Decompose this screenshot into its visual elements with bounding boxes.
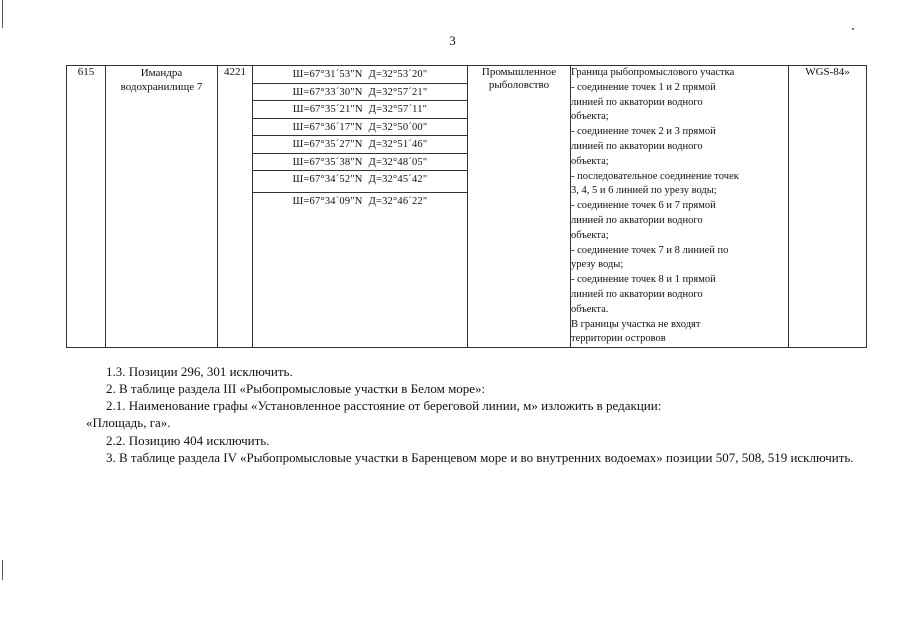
- description-line: линией по акватории водного: [571, 140, 703, 152]
- coordinate-point: [253, 119, 467, 137]
- description-line: - соединение точек 8 и 1 прямой: [571, 274, 716, 286]
- latitude: Ш=67°31´53"N: [292, 69, 363, 80]
- coordinate-point: [253, 193, 467, 211]
- paragraph-2-1: 2.1. Наименование графы «Установленное расстояние от береговой линии, м» изложить в редакции:: [106, 398, 662, 413]
- longitude: Д=32°57´21": [368, 86, 428, 98]
- paragraph-2-2: 2.2. Позицию 404 исключить.: [106, 433, 270, 448]
- coordinate-system: WGS-84»: [789, 66, 867, 348]
- position-number: 615: [67, 66, 106, 348]
- description-line: объекта;: [571, 155, 609, 167]
- latitude: Ш=67°34´09"N: [292, 196, 363, 207]
- longitude: Д=32°57´11": [368, 104, 428, 115]
- paragraph-2: 2. В таблице раздела III «Рыбопромысловые участки в Белом море»:: [106, 381, 486, 396]
- scan-edge-mark: [2, 560, 3, 580]
- fishing-type: Промышленное рыболовство: [468, 66, 571, 348]
- coordinate-point: [253, 154, 467, 172]
- coordinate-point: [253, 84, 467, 102]
- description-line: объекта;: [571, 111, 609, 123]
- longitude: Д=32°45´42": [368, 174, 428, 185]
- latitude: Ш=67°35´27"N: [292, 139, 363, 150]
- table-row: [67, 66, 867, 348]
- scan-dot: [852, 28, 854, 30]
- description-line: линией по акватории водного: [571, 96, 703, 108]
- description-line: - соединение точек 2 и 3 прямой: [571, 126, 716, 138]
- coordinates-list: [253, 66, 467, 206]
- latitude: Ш=67°33´30"N: [292, 86, 363, 98]
- coordinate-point: [253, 66, 467, 84]
- boundary-description: [571, 66, 789, 348]
- description-line: В границы участка не входят: [571, 318, 701, 330]
- longitude: Д=32°50´00": [368, 121, 428, 133]
- paragraph-3: 3. В таблице раздела IV «Рыбопромысловые участки в Баренцевом море и во внутренних водоемах» позиции 507, 508, 519 исключить.: [106, 450, 854, 465]
- description-line: объекта;: [571, 229, 609, 241]
- latitude: Ш=67°36´17"N: [292, 121, 363, 133]
- latitude: Ш=67°35´38"N: [292, 156, 363, 168]
- description-line: - соединение точек 6 и 7 прямой: [571, 200, 716, 212]
- area-code: 4221: [218, 66, 253, 348]
- description-line: - соединение точек 1 и 2 прямой: [571, 81, 716, 93]
- paragraph-2-1-continuation: «Площадь, га».: [86, 415, 171, 430]
- latitude: Ш=67°34´52"N: [292, 174, 363, 185]
- latitude: Ш=67°35´21"N: [292, 104, 363, 115]
- description-line: линией по акватории водного: [571, 214, 703, 226]
- description-line: - последовательное соединение точек: [571, 170, 739, 182]
- longitude: Д=32°46´22": [368, 196, 428, 207]
- coordinate-point: [253, 101, 467, 119]
- coordinates-cell: [253, 66, 468, 348]
- fishing-area-table: [66, 65, 867, 348]
- longitude: Д=32°48´05": [368, 156, 428, 168]
- description-line: линией по акватории водного: [571, 288, 703, 300]
- paragraph-1-3: 1.3. Позиции 296, 301 исключить.: [106, 364, 293, 379]
- coordinate-point: [253, 171, 467, 193]
- longitude: Д=32°53´20": [368, 69, 428, 80]
- description-line: - соединение точек 7 и 8 линией по: [571, 244, 729, 256]
- scan-edge-mark: [2, 0, 3, 28]
- description-line: Граница рыбопромыслового участка: [571, 67, 735, 78]
- description-line: территории островов: [571, 333, 666, 345]
- description-line: 3, 4, 5 и 6 линией по урезу воды;: [571, 185, 717, 197]
- page-number: 3: [449, 33, 456, 48]
- longitude: Д=32°51´46": [368, 139, 428, 150]
- coordinate-point: [253, 136, 467, 154]
- description-line: урезу воды;: [571, 259, 624, 271]
- area-name: Имандра водохранилище 7: [106, 66, 218, 348]
- description-line: объекта.: [571, 303, 609, 315]
